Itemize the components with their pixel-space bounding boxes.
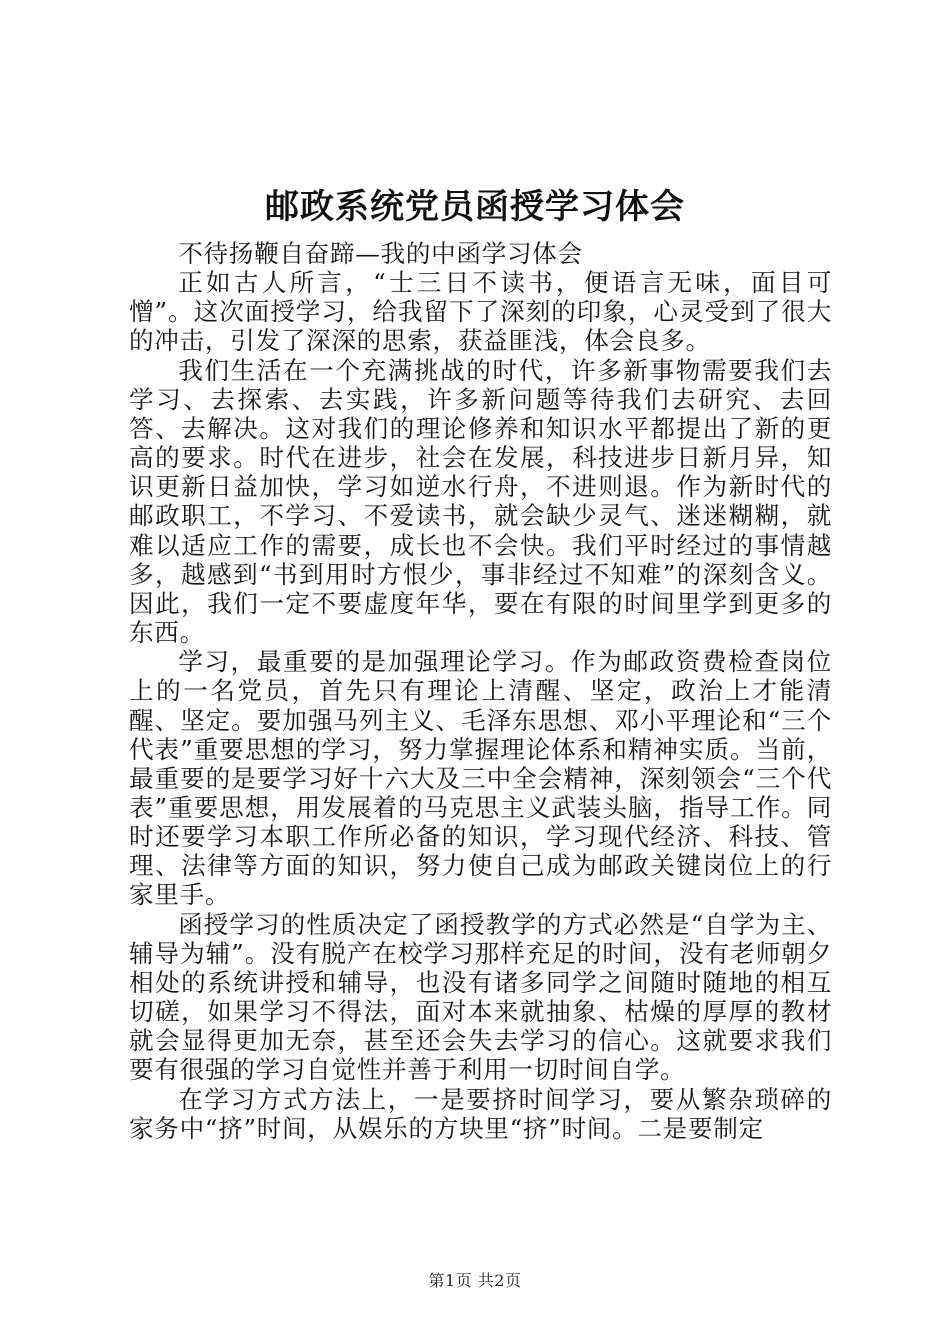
paragraph-2: 我们生活在一个充满挑战的时代，许多新事物需要我们去学习、去探索、去实践，许多新问题等待我们去研究、去回答、去解决。这对我们的理论修养和知识水平都提出了新的更高的要求。时代在进步，社会在发展，科技进步日新月异，知识更新日益加快，学习如逆水行舟，不进则退。作为新时代的邮政职工，不学习、不爱读书，就会缺少灵气、迷迷糊糊，就难以适应工作的需要，成长也不会快。我们平时经过的事情越多，越感到“书到用时方恨少，事非经过不知难”的深刻含义。因此，我们一定不要虚度年华，要在有限的时间里学到更多的东西。 xyxy=(129,355,832,648)
document-title: 邮政系统党员函授学习体会 xyxy=(265,187,685,227)
paragraph-3: 学习，最重要的是加强理论学习。作为邮政资费检查岗位上的一名党员，首先只有理论上清醒、坚定，政治上才能清醒、坚定。要加强马列主义、毛泽东思想、邓小平理论和“三个代表”重要思想的学习，努力掌握理论体系和精神实质。当前，最重要的是要学习好十六大及三中全会精神，深刻领会“三个代表”重要思想，用发展着的马克思主义武装头脑，指导工作。同时还要学习本职工作所必备的知识，学习现代经济、科技、管理、法律等方面的知识，努力使自己成为邮政关键岗位上的行家里手。 xyxy=(129,647,832,910)
paragraph-4: 函授学习的性质决定了函授教学的方式必然是“自学为主、辅导为辅”。没有脱产在校学习那样充足的时间，没有老师朝夕相处的系统讲授和辅导，也没有诸多同学之间随时随地的相互切磋，如果学习不得法，面对本来就抽象、枯燥的厚厚的教材就会显得更加无奈，甚至还会失去学习的信心。这就要求我们要有很强的学习自觉性并善于利用一切时间自学。 xyxy=(129,909,832,1085)
page-number-footer: 第1页 共2页 xyxy=(428,1271,522,1290)
paragraph-1: 正如古人所言，“士三日不读书，便语言无味，面目可憎”。这次面授学习，给我留下了深刻的印象，心灵受到了很大的冲击，引发了深深的思索，获益匪浅，体会良多。 xyxy=(129,268,832,356)
document-body xyxy=(129,239,832,1143)
document-subtitle: 不待扬鞭自奋蹄—我的中函学习体会 xyxy=(178,239,583,268)
paragraph-5: 在学习方式方法上，一是要挤时间学习，要从繁杂琐碎的家务中“挤”时间，从娱乐的方块里“挤”时间。二是要制定 xyxy=(129,1084,832,1143)
